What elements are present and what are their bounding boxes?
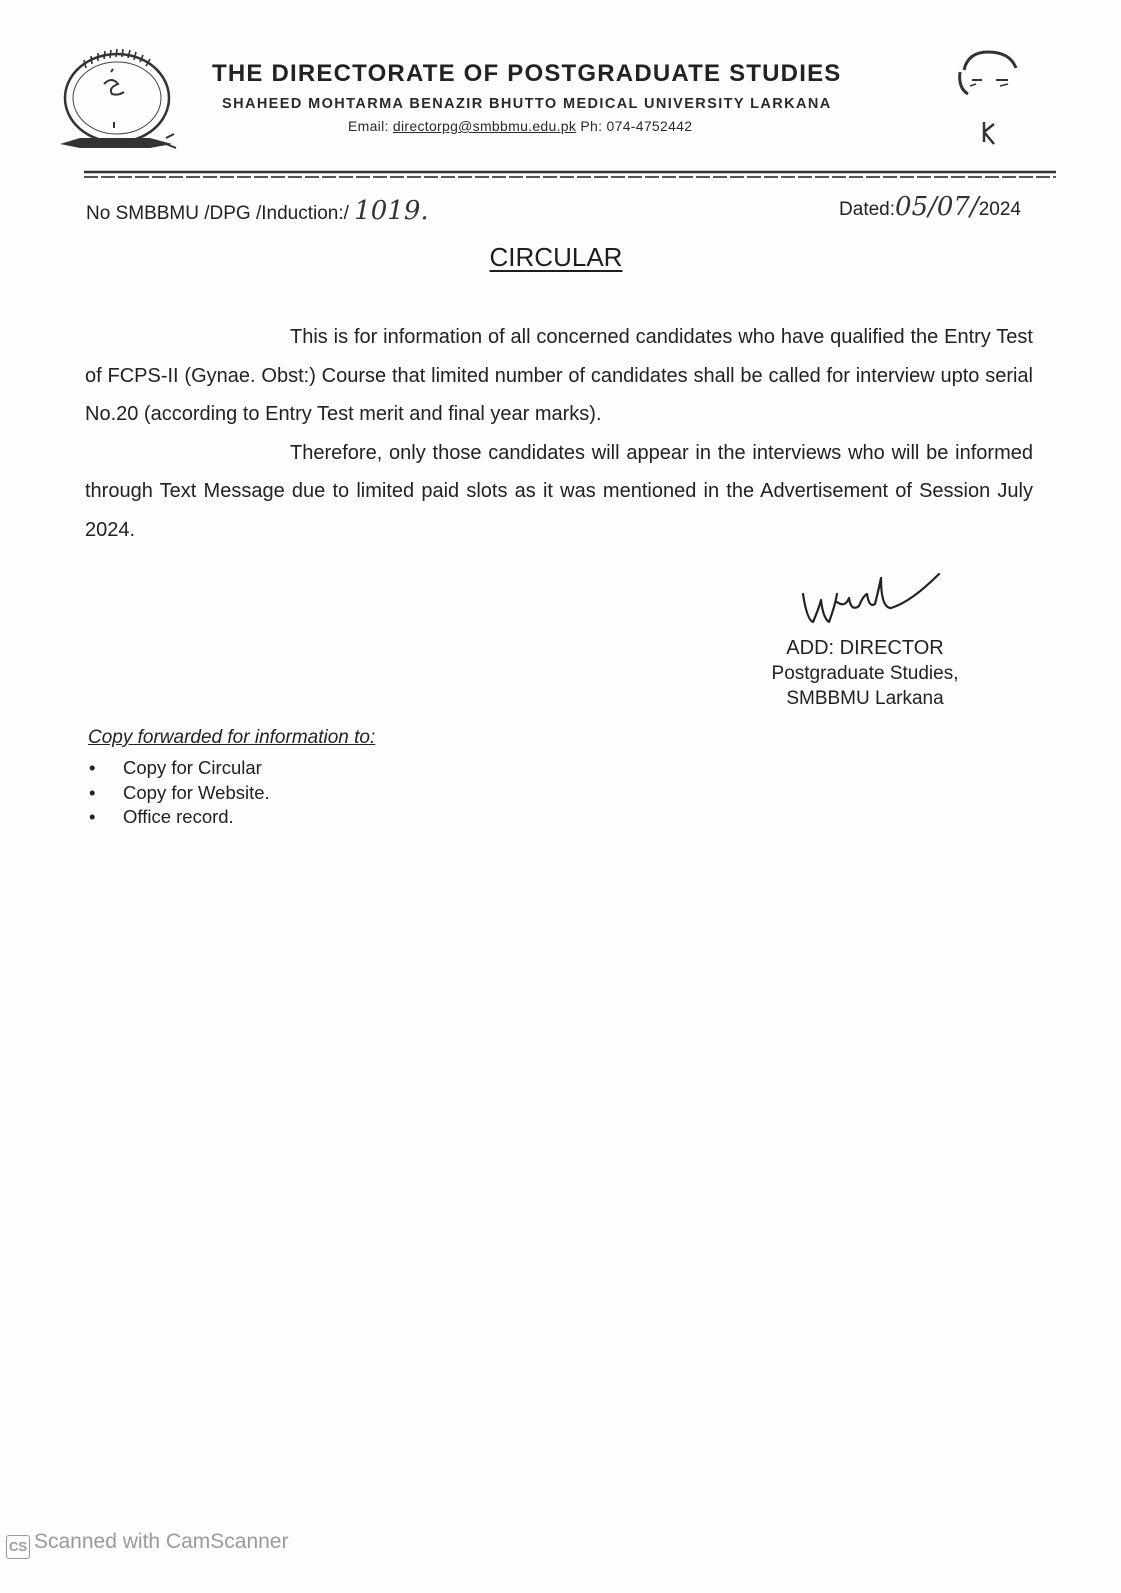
paragraph-2: Therefore, only those candidates will appear in the interviews who will be informed through Text Message due to limited paid slots as it was mentioned in the Advertisement of Session July 2024. <box>85 441 1033 541</box>
email-label: Email: <box>348 118 389 134</box>
date-year: 2024 <box>978 199 1021 220</box>
university-seal-logo <box>56 44 178 156</box>
header-divider <box>84 170 1056 180</box>
circular-heading-text: CIRCULAR <box>489 242 623 272</box>
portrait-sketch-logo <box>950 40 1030 150</box>
email-link[interactable]: directorpg@smbbmu.edu.pk <box>392 118 577 134</box>
paragraph-1: This is for information of all concerned candidates who have qualified the Entry Test of FCPS-II (Gynae. Obst:) Course that limited number of candidates shall be called for interview upto serial No.20 (according to Entry Test merit and final year marks). <box>85 326 1033 425</box>
university-name: SHAHEED MOHTARMA BENAZIR BHUTTO MEDICAL UNIVERSITY LARKANA <box>222 96 832 112</box>
list-item <box>86 805 270 830</box>
date-line <box>839 192 1021 222</box>
bullet-icon: • <box>89 757 96 778</box>
copy-forwarded-list <box>86 756 270 830</box>
signatory-office: Postgraduate Studies, <box>771 663 959 684</box>
camscanner-text: Scanned with CamScanner <box>34 1530 289 1553</box>
camscanner-badge-icon: CS <box>6 1535 30 1559</box>
circular-body <box>85 318 1033 549</box>
copy-forwarded-heading: Copy forwarded for information to: <box>88 727 376 748</box>
reference-prefix: No SMBBMU /DPG /Induction:/ <box>86 203 349 224</box>
date-handwritten: 05/07/ <box>895 192 979 222</box>
camscanner-watermark <box>6 1530 288 1559</box>
bullet-icon: • <box>89 806 96 827</box>
phone-number: 074-4752442 <box>606 118 693 134</box>
reference-number <box>86 196 429 226</box>
institution-title: THE DIRECTORATE OF POSTGRADUATE STUDIES <box>212 60 842 87</box>
handwritten-signature <box>795 572 955 632</box>
reference-handwritten-number: 1019. <box>354 196 429 226</box>
list-item <box>86 756 270 781</box>
contact-line <box>348 118 692 134</box>
signatory-role: ADD: DIRECTOR <box>786 637 944 659</box>
list-item-label: Copy for Circular <box>123 757 262 778</box>
list-item <box>86 781 270 806</box>
list-item-label: Office record. <box>123 806 234 827</box>
date-label: Dated: <box>839 199 896 220</box>
bullet-icon: • <box>89 781 96 803</box>
phone-label: Ph: <box>580 118 603 134</box>
circular-heading <box>0 242 1112 273</box>
signatory-block <box>740 636 990 711</box>
signatory-institution: SMBBMU Larkana <box>786 688 944 709</box>
list-item-label: Copy for Website. <box>123 781 270 803</box>
